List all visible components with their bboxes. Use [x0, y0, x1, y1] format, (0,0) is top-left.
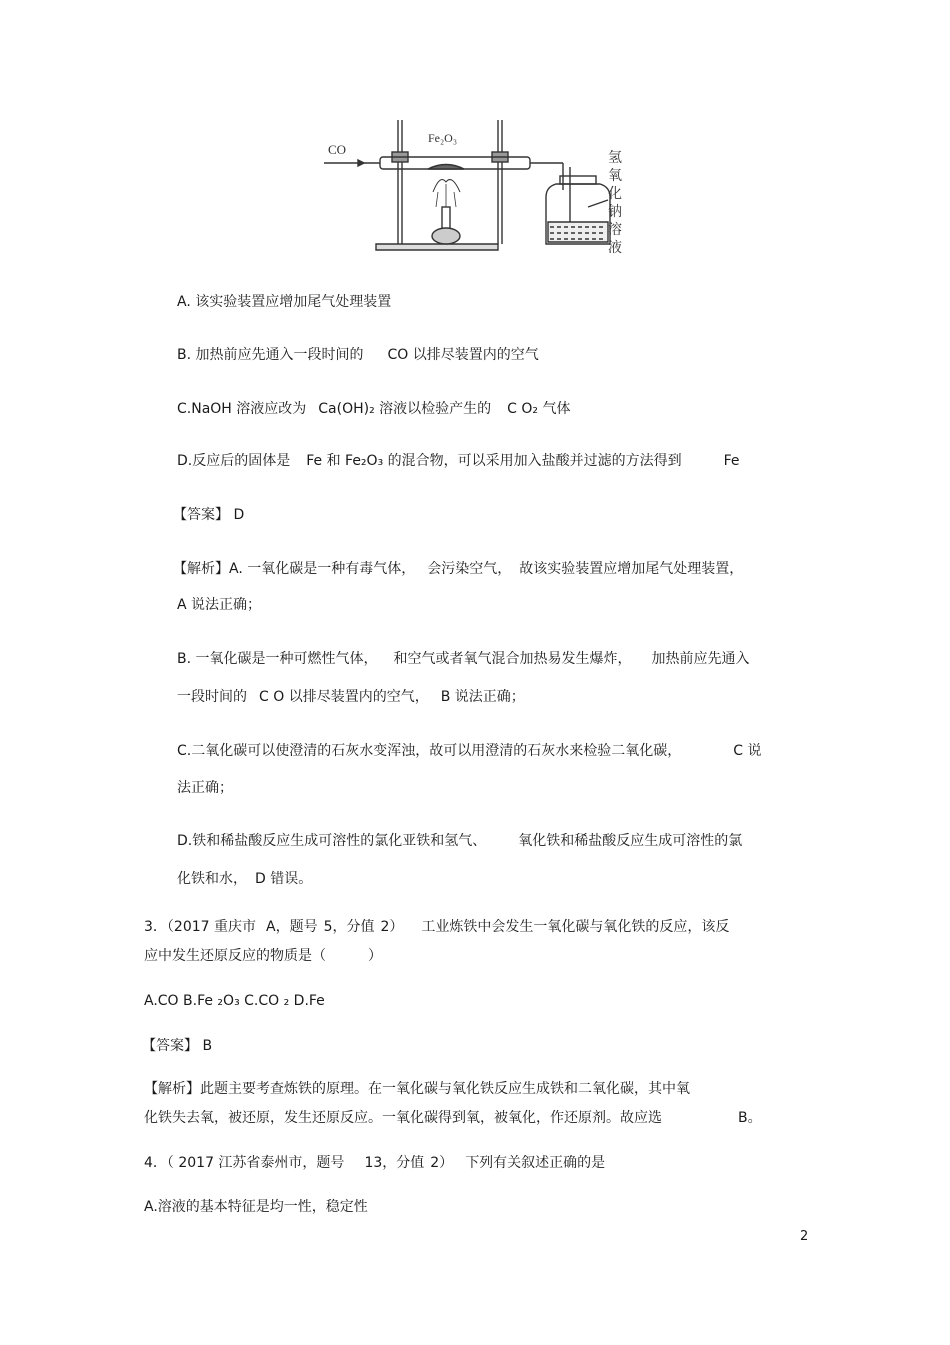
- q2-analysis-b-part3: 加热前应先通入: [651, 651, 750, 667]
- q2-analysis-c-line2: 法正确；: [177, 780, 233, 796]
- q2-analysis-c-part1: C.二氧化碳可以使澄清的石灰水变浑浊，故可以用澄清的石灰水来检验二氧化碳，: [177, 743, 682, 759]
- q2-analysis-b-part6: B 说法正确；: [440, 689, 525, 705]
- q3-analysis-line1: 【解析】此题主要考查炼铁的原理。在一氧化碳与氧化铁反应生成铁和二氧化碳，其中氧: [144, 1081, 690, 1097]
- q2-analysis-a-line2: A 说法正确；: [177, 597, 262, 613]
- q2-option-c-part3: C O₂ 气体: [507, 401, 571, 417]
- q2-option-d: [177, 451, 740, 471]
- q2-option-c: [177, 399, 570, 419]
- q2-analysis-d-part2: 氧化铁和稀盐酸反应生成可溶性的氯: [518, 833, 743, 849]
- q2-option-d-part1: D.反应后的固体是: [177, 453, 291, 469]
- q2-option-d-part2: Fe 和 Fe₂O₃ 的混合物，可以采用加入盐酸并过滤的方法得到: [306, 453, 682, 469]
- q2-analysis-a-part1: 【解析】A. 一氧化碳是一种有毒气体，: [173, 561, 416, 577]
- q2-option-c-part2: Ca(OH)₂ 溶液以检验产生的: [318, 401, 492, 417]
- q3-stem-part5: 工业炼铁中会发生一氧化碳与氧化铁的反应，该反: [421, 919, 730, 935]
- diagram-label-naoh-6: 液: [608, 240, 622, 256]
- q3-stem-part2: A，题号: [266, 919, 318, 935]
- q2-option-d-part3: Fe: [723, 453, 740, 469]
- q2-analysis-b-part1: B. 一氧化碳是一种可燃性气体，: [177, 651, 378, 667]
- q4-stem-part1: 4．（ 2017 江苏省泰州市，题号: [144, 1155, 345, 1171]
- q2-analysis-a-part2: 会污染空气，: [427, 561, 512, 577]
- q3-stem-part4: 2）: [380, 919, 404, 935]
- q2-analysis-a-part3: 故该实验装置应增加尾气处理装置，: [519, 561, 744, 577]
- q2-option-a: A. 该实验装置应增加尾气处理装置: [177, 294, 392, 310]
- diagram-label-naoh-5: 溶: [608, 222, 622, 238]
- diagram-label-naoh-4: 钠: [608, 204, 622, 220]
- q4-stem: [144, 1153, 605, 1173]
- q2-option-b: [177, 345, 539, 365]
- q2-analysis-d-part1: D.铁和稀盐酸反应生成可溶性的氯化亚铁和氢气、: [177, 833, 487, 849]
- q3-stem-line2: 应中发生还原反应的物质是（ ）: [144, 948, 382, 964]
- q2-analysis-d-line2: [177, 869, 312, 889]
- q2-analysis-a-line1: [173, 559, 743, 579]
- diagram-label-fe2o3: Fe₂O₃: [428, 131, 458, 145]
- q3-analysis-part1: 化铁失去氧，被还原，发生还原反应。一氧化碳得到氧，被氧化，作还原剂。故应选: [144, 1110, 662, 1126]
- q3-stem-part3: 5，分值: [323, 919, 375, 935]
- q2-analysis-b-part2: 和空气或者氧气混合加热易发生爆炸，: [393, 651, 632, 667]
- q2-answer: 【答案】 D: [173, 507, 245, 523]
- diagram-label-naoh-2: 氧: [608, 168, 622, 184]
- q4-option-a: A.溶液的基本特征是均一性，稳定性: [144, 1199, 368, 1215]
- q2-option-b-part2: CO 以排尽装置内的空气: [387, 347, 539, 363]
- q2-option-c-part1: C.NaOH 溶液应改为: [177, 401, 307, 417]
- q2-option-b-part1: B. 加热前应先通入一段时间的: [177, 347, 364, 363]
- q2-analysis-d-part3: 化铁和水，: [177, 871, 247, 887]
- q3-analysis-line2: [144, 1108, 762, 1128]
- co-reduction-apparatus-diagram: [318, 112, 623, 257]
- q3-stem-part1: 3．（2017 重庆市: [144, 919, 256, 935]
- diagram-label-naoh-3: 化: [608, 186, 622, 202]
- q4-stem-part3: 2）: [430, 1155, 454, 1171]
- diagram-label-co: CO: [328, 142, 347, 157]
- q2-analysis-c-part2: C 说: [733, 743, 762, 759]
- q2-analysis-b-part5: C O 以排尽装置内的空气，: [259, 689, 429, 705]
- q3-stem-line1: [144, 917, 729, 937]
- q3-answer: 【答案】 B: [142, 1038, 213, 1054]
- page-number: 2: [800, 1229, 809, 1244]
- q2-analysis-c-line1: [177, 741, 761, 761]
- q2-analysis-b-line2: [177, 687, 525, 707]
- q2-analysis-b-part4: 一段时间的: [177, 689, 247, 705]
- q3-options: A.CO B.Fe ₂O₃ C.CO ₂ D.Fe: [144, 993, 325, 1009]
- diagram-label-naoh-1: 氢: [608, 150, 622, 166]
- q3-analysis-part2: B。: [738, 1110, 762, 1126]
- q2-analysis-b-line1: [177, 649, 750, 669]
- q4-stem-part4: 下列有关叙述正确的是: [465, 1155, 606, 1171]
- q4-stem-part2: 13，分值: [364, 1155, 425, 1171]
- q2-analysis-d-line1: [177, 831, 742, 851]
- q2-analysis-d-part4: D 错误。: [255, 871, 313, 887]
